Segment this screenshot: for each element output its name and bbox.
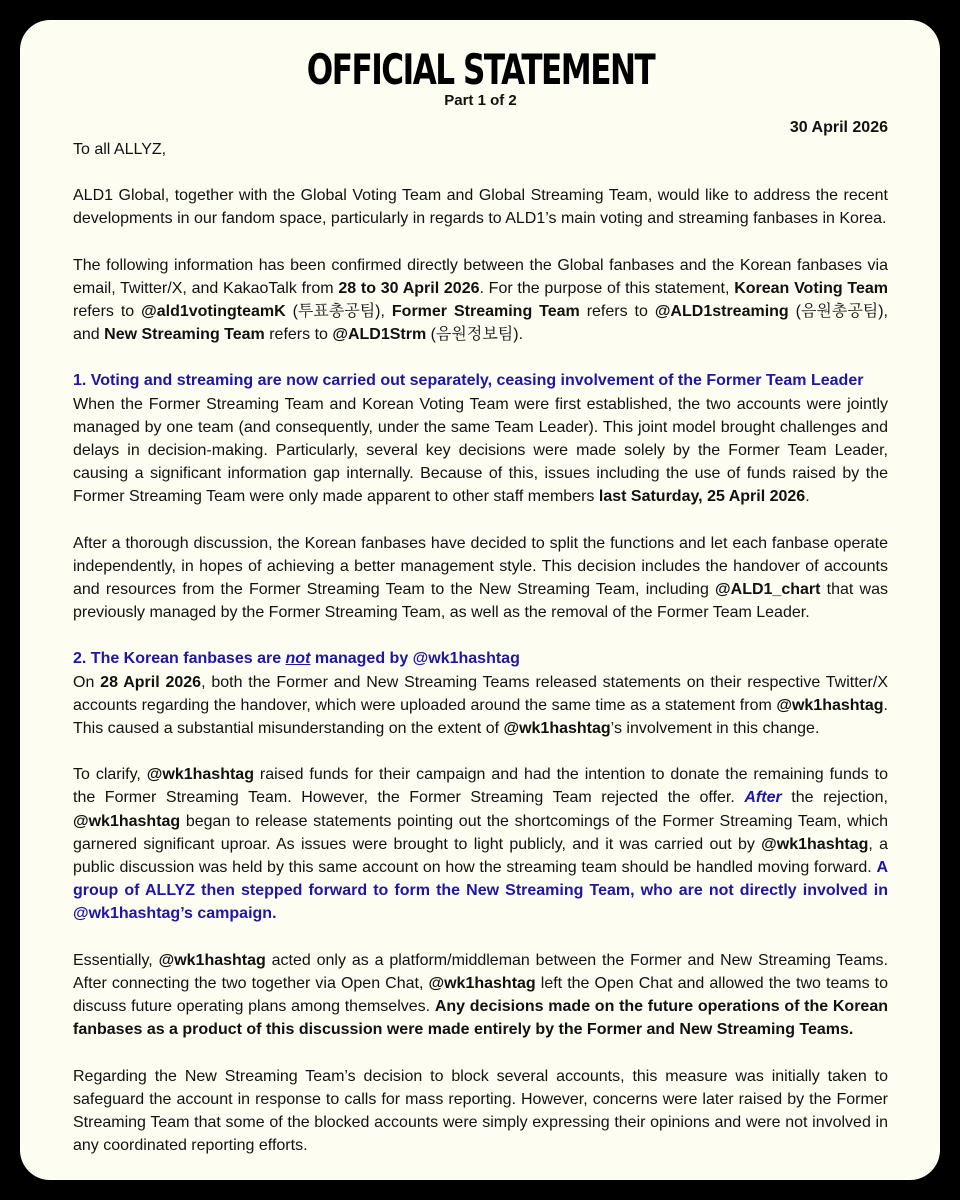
key-date: 28 April 2026 — [100, 673, 202, 691]
greeting: To all ALLYZ, — [73, 141, 167, 158]
highlighted-statement: A group of ALLYZ then stepped forward to form the New Streaming Team, who are not directly involved in @wk1hashtag’s campaign. — [73, 859, 888, 923]
heading-text: 2. The Korean fanbases are — [73, 650, 286, 668]
hashtag-handle: @wk1hashtag — [761, 835, 869, 853]
text-span: that was previously managed by the Former Streaming Team, as well as the removal of the Former Team Leader. — [73, 581, 888, 622]
text-span: To clarify, — [73, 766, 147, 784]
text-span: (투표총공팀), — [285, 303, 392, 321]
hashtag-handle: @wk1hashtag — [428, 974, 536, 992]
text-span: The following information has been confirmed directly between the Global fanbases and the Korean fanbases via email, Twitter/X, and KakaoTalk from — [73, 256, 888, 297]
section2-paragraph4: Regarding the New Streaming Team’s decision to block several accounts, this measure was initially taken to safeguard the account in response to calls for mass reporting. However, concerns were later raised by the Former Streaming Team that some of the blocked accounts were simply expressing their opinions and were not involved in any coordinated reporting efforts. — [73, 1067, 888, 1155]
text-span: . This caused a substantial misunderstanding on the extent of — [73, 696, 888, 738]
text-span: (음원총공팀), and — [73, 303, 889, 344]
statement-card — [20, 20, 940, 1180]
text-span: began to release statements pointing out the shortcomings of the Former Streaming Team, which garnered significant uproar. As issues were brought to light publicly, and it was carried out by — [73, 812, 888, 853]
text-span: , both the Former and New Streaming Teams released statements on their respective Twitter/X accounts regarding the handover, which were uploaded around the same time as a statement from — [73, 673, 888, 714]
heading-text: managed by @wk1hashtag — [310, 650, 520, 668]
page-title: OFFICIAL STATEMENT — [306, 45, 655, 94]
new-handle: @ALD1Strm — [332, 326, 427, 344]
text-span: ’s involvement in this change. — [610, 720, 820, 738]
confirmed-paragraph — [73, 254, 888, 347]
section1-paragraph1 — [73, 393, 888, 509]
text-span: . — [805, 488, 810, 506]
section2-paragraph2 — [73, 763, 888, 925]
section2-paragraph3 — [73, 949, 888, 1042]
statement-date: 30 April 2026 — [789, 119, 888, 136]
bold-statement: Any decisions made on the future operations of the Korean fanbases as a product of this discussion were made entirely by the Former and New Streaming Teams. — [73, 998, 888, 1039]
text-span: refers to — [264, 326, 333, 344]
section1-paragraph2 — [73, 532, 888, 625]
chart-handle: @ALD1_chart — [715, 581, 821, 599]
hashtag-handle: @wk1hashtag — [73, 812, 181, 830]
hashtag-handle: @wk1hashtag — [503, 720, 611, 738]
section2-heading — [73, 647, 888, 670]
text-span: refers to — [579, 303, 655, 321]
after-emphasis: After — [744, 789, 782, 807]
text-span: Essentially, — [73, 951, 159, 969]
text-span: the rejection, — [781, 789, 888, 807]
text-span: On — [73, 673, 101, 691]
section2-paragraph1 — [73, 671, 888, 741]
text-span: After a thorough discussion, the Korean fanbases have decided to split the functions and let each fanbase operate independently, in hopes of achieving a better management style. This decision includes the handover of accounts and resources from the Former Streaming Team to the New Streaming Team, including — [73, 534, 888, 599]
korean-voting-team-term: Korean Voting Team — [734, 279, 888, 297]
former-handle: @ALD1streaming — [654, 303, 789, 321]
text-span: left the Open Chat and allowed the two teams to discuss future operating plans among themselves. — [73, 974, 888, 1016]
text-span: (음원정보팀). — [426, 326, 524, 344]
hashtag-handle: @wk1hashtag — [776, 696, 884, 714]
text-span: acted only as a platform/middleman between the Former and New Streaming Teams. After connecting the two together via Open Chat, — [73, 951, 888, 992]
voting-handle: @ald1votingteamK — [141, 303, 286, 321]
text-span: When the Former Streaming Team and Korean Voting Team were first established, the two accounts were jointly managed by one team (and consequently, under the same Team Leader). This joint model brought challenges and delays in decision-making. Particularly, several key decisions were made solely by the Former Team Leader, causing a significant information gap internally. Because of this, issues including the use of funds raised by the Former Streaming Team were only made apparent to other staff members — [73, 395, 888, 506]
text-span: refers to — [73, 303, 142, 321]
new-streaming-team-term: New Streaming Team — [104, 326, 265, 344]
section1-heading: 1. Voting and streaming are now carried out separately, ceasing involvement of the Former Team Leader — [73, 372, 864, 390]
intro-paragraph: ALD1 Global, together with the Global Voting Team and Global Streaming Team, would like to address the recent developments in our fandom space, particularly in regards to ALD1’s main voting and streaming fanbases in Korea. — [73, 187, 888, 228]
text-span: . For the purpose of this statement, — [479, 279, 735, 297]
heading-emphasis: not — [285, 650, 311, 668]
former-streaming-team-term: Former Streaming Team — [391, 303, 580, 321]
page-subtitle: Part 1 of 2 — [444, 92, 517, 109]
hashtag-handle: @wk1hashtag — [146, 766, 254, 784]
text-span: , a public discussion was held by this same account on how the streaming team should be handled moving forward. — [73, 835, 888, 877]
key-date: last Saturday, 25 April 2026 — [598, 488, 806, 506]
date-range: 28 to 30 April 2026 — [338, 279, 480, 297]
hashtag-handle: @wk1hashtag — [158, 951, 266, 969]
text-span: raised funds for their campaign and had the intention to donate the remaining funds to the Former Streaming Team. However, the Former Streaming Team rejected the offer. — [73, 766, 889, 807]
